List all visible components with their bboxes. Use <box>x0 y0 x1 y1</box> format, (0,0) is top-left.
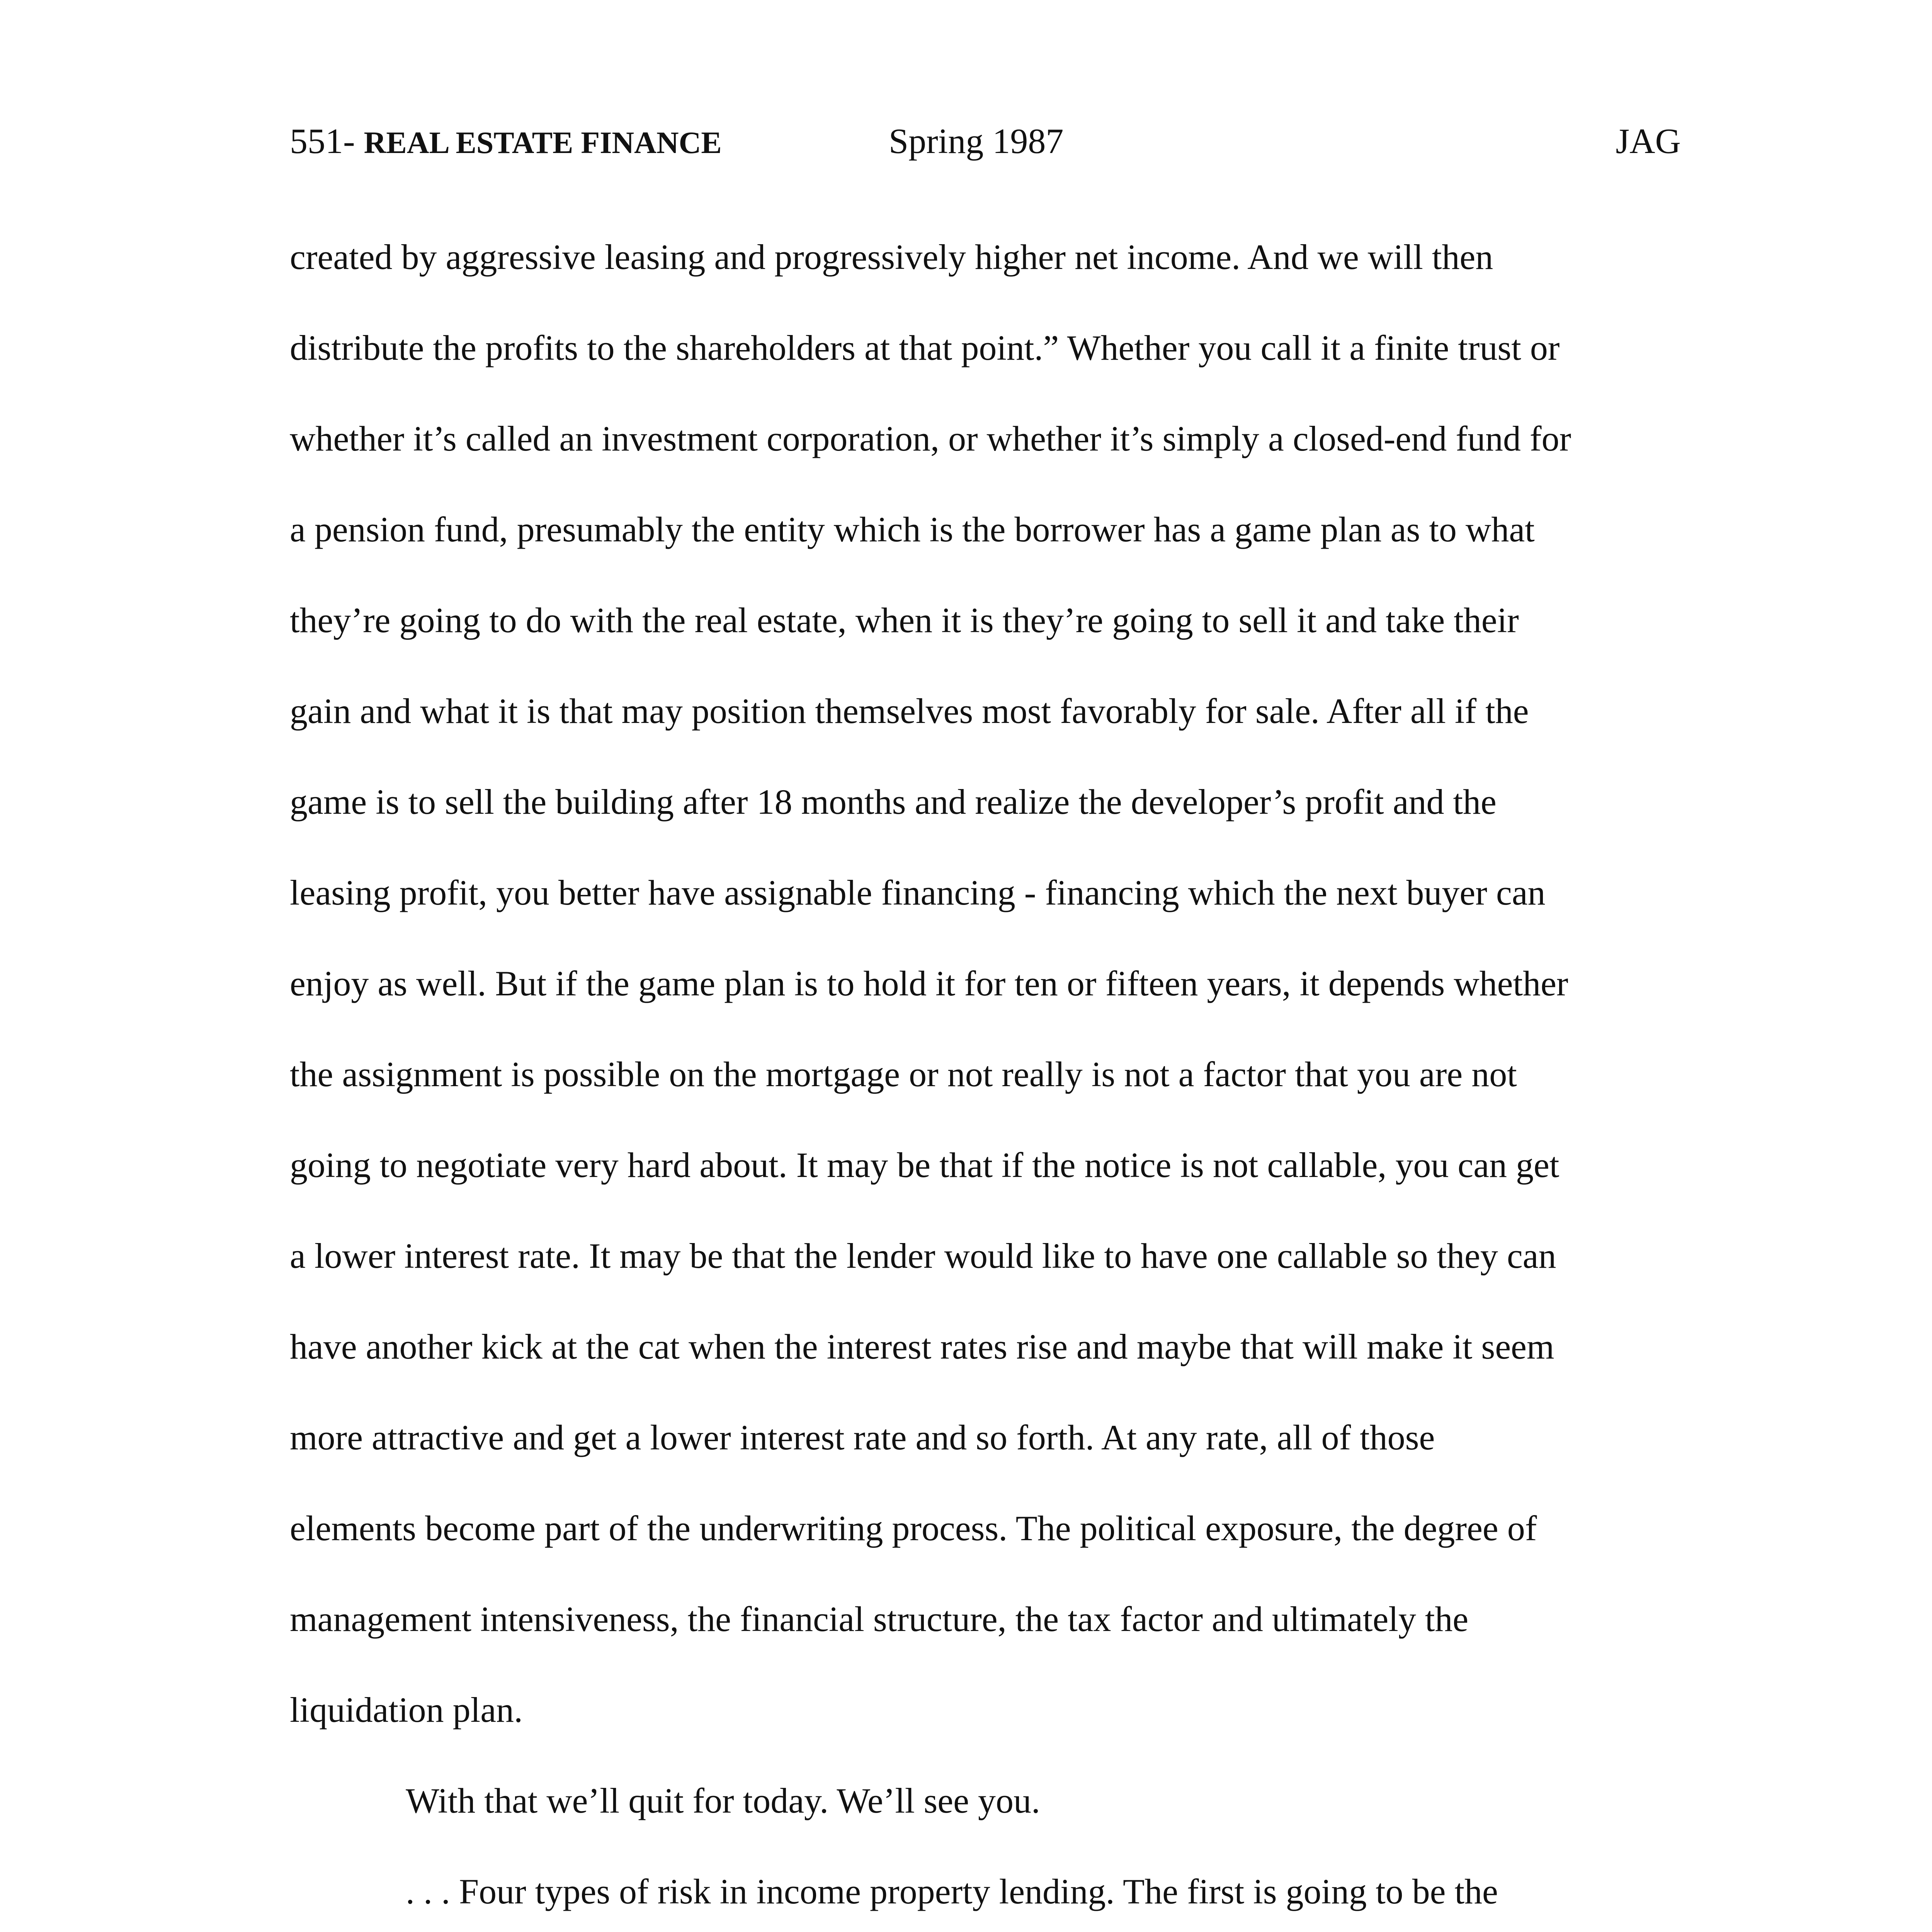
course-code: 551- <box>290 121 355 161</box>
paragraph-start-line: With that we’ll quit for today. We’ll see you. <box>406 1781 1040 1820</box>
paragraph-start-line: . . . Four types of risk in income property lending. The first is going to be the <box>406 1872 1498 1911</box>
term-label: Spring 1987 <box>889 121 1064 161</box>
text-line: going to negotiate very hard about. It may be that if the notice is not callable, you can get <box>290 1145 1560 1185</box>
text-line: liquidation plan. <box>290 1690 523 1730</box>
text-line: the assignment is possible on the mortgage or not really is not a factor that you are not <box>290 1054 1517 1094</box>
text-line: leasing profit, you better have assignable financing - financing which the next buyer can <box>290 873 1546 912</box>
author-initials: JAG <box>1616 121 1681 161</box>
text-line: more attractive and get a lower interest rate and so forth. At any rate, all of those <box>290 1418 1435 1457</box>
page-header <box>290 116 1681 166</box>
text-line: they’re going to do with the real estate, when it is they’re going to sell it and take their <box>290 600 1519 640</box>
text-line: a lower interest rate. It may be that the lender would like to have one callable so they can <box>290 1236 1556 1276</box>
course-title <box>290 116 722 168</box>
text-line: gain and what it is that may position themselves most favorably for sale. After all if the <box>290 691 1529 731</box>
text-line: management intensiveness, the financial structure, the tax factor and ultimately the <box>290 1599 1469 1639</box>
text-line: elements become part of the underwriting process. The political exposure, the degree of <box>290 1509 1537 1548</box>
text-line: a pension fund, presumably the entity which is the borrower has a game plan as to what <box>290 510 1535 549</box>
course-name: REAL ESTATE FINANCE <box>364 126 722 160</box>
text-line: whether it’s called an investment corporation, or whether it’s simply a closed-end fund for <box>290 419 1571 458</box>
text-line: game is to sell the building after 18 months and realize the developer’s profit and the <box>290 782 1497 821</box>
text-line: created by aggressive leasing and progressively higher net income. And we will then <box>290 237 1493 277</box>
text-line: enjoy as well. But if the game plan is to hold it for ten or fifteen years, it depends whether <box>290 964 1568 1003</box>
transcript-body <box>290 232 1681 1932</box>
text-line: have another kick at the cat when the interest rates rise and maybe that will make it seem <box>290 1327 1554 1366</box>
text-line: distribute the profits to the shareholders at that point.” Whether you call it a finite trust or <box>290 328 1560 367</box>
